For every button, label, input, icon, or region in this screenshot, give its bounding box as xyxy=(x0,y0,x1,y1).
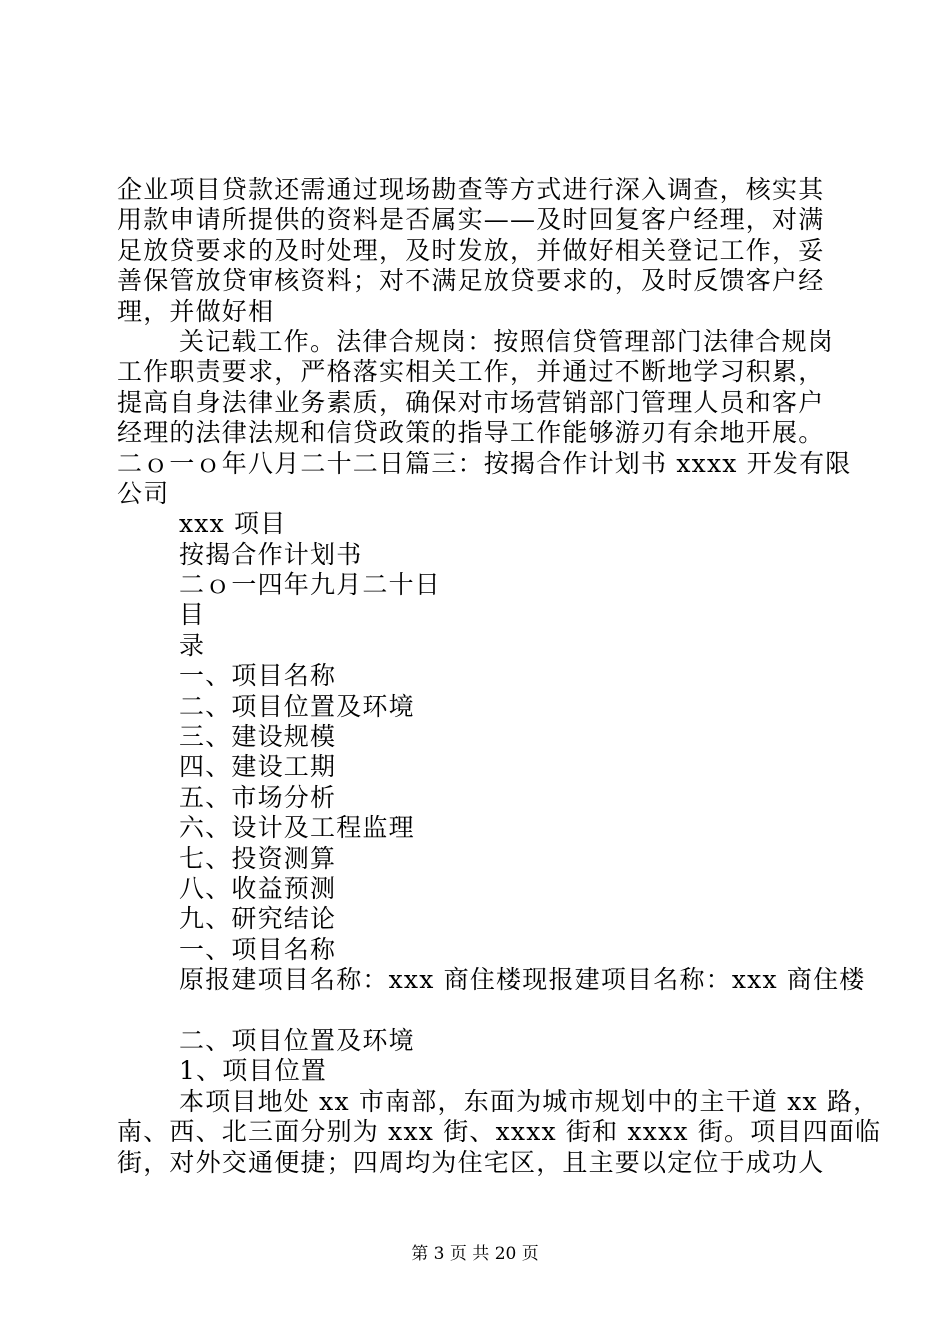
section-heading: 二、项目位置及环境 xyxy=(179,1025,415,1055)
text-line: 街，对外交通便捷；四周均为住宅区，且主要以定位于成功人 xyxy=(117,1147,825,1177)
text-line: 用款申请所提供的资料是否属实——及时回复客户经理，对满 xyxy=(117,205,825,235)
project-name: xxx 项目 xyxy=(179,509,287,539)
toc-heading: 目 xyxy=(179,600,206,630)
text-line: 足放贷要求的及时处理，及时发放，并做好相关登记工作，妥 xyxy=(117,235,825,265)
page-footer: 第 3 页 共 20 页 xyxy=(411,1244,539,1264)
toc-item: 三、建设规模 xyxy=(179,722,337,752)
toc-item: 四、建设工期 xyxy=(179,752,337,782)
blank-line xyxy=(117,996,837,1026)
text-line: 公司 xyxy=(117,478,170,508)
subsection-heading: 1、项目位置 xyxy=(179,1056,328,1086)
section-heading: 一、项目名称 xyxy=(179,934,337,964)
text-line: 经理的法律法规和信贷政策的指导工作能够游刃有余地开展。 xyxy=(117,418,825,448)
toc-item: 六、设计及工程监理 xyxy=(179,813,415,843)
text-line: 二ｏ一ｏ年八月二十二日篇三：按揭合作计划书 xxxx 开发有限 xyxy=(117,448,852,478)
text-line: 企业项目贷款还需通过现场勘查等方式进行深入调查，核实其 xyxy=(117,175,825,204)
document-title: 按揭合作计划书 xyxy=(179,539,363,569)
toc-item: 七、投资测算 xyxy=(179,843,337,873)
body-text xyxy=(117,175,882,1178)
text-line: 工作职责要求，严格落实相关工作，并通过不断地学习积累， xyxy=(117,357,825,387)
text-line: 理，并做好相 xyxy=(117,296,275,326)
toc-item: 一、项目名称 xyxy=(179,661,337,691)
toc-item: 八、收益预测 xyxy=(179,873,337,903)
text-line: 本项目地处 xx 市南部，东面为城市规划中的主干道 xx 路， xyxy=(179,1086,880,1116)
text-line: 原报建项目名称：xxx 商住楼现报建项目名称：xxx 商住楼 xyxy=(179,965,866,995)
text-line: 南、西、北三面分别为 xxx 街、xxxx 街和 xxxx 街。项目四面临 xyxy=(117,1117,882,1147)
text-line: 善保管放贷审核资料；对不满足放贷要求的，及时反馈客户经 xyxy=(117,266,825,296)
text-line: 提高自身法律业务素质，确保对市场营销部门管理人员和客户 xyxy=(117,387,825,417)
toc-item: 五、市场分析 xyxy=(179,782,337,812)
toc-heading: 录 xyxy=(179,630,206,660)
toc-item: 九、研究结论 xyxy=(179,904,337,934)
toc-item: 二、项目位置及环境 xyxy=(179,691,415,721)
text-line: 关记载工作。法律合规岗：按照信贷管理部门法律合规岗 xyxy=(179,326,835,356)
document-date: 二ｏ一四年九月二十日 xyxy=(179,570,442,600)
